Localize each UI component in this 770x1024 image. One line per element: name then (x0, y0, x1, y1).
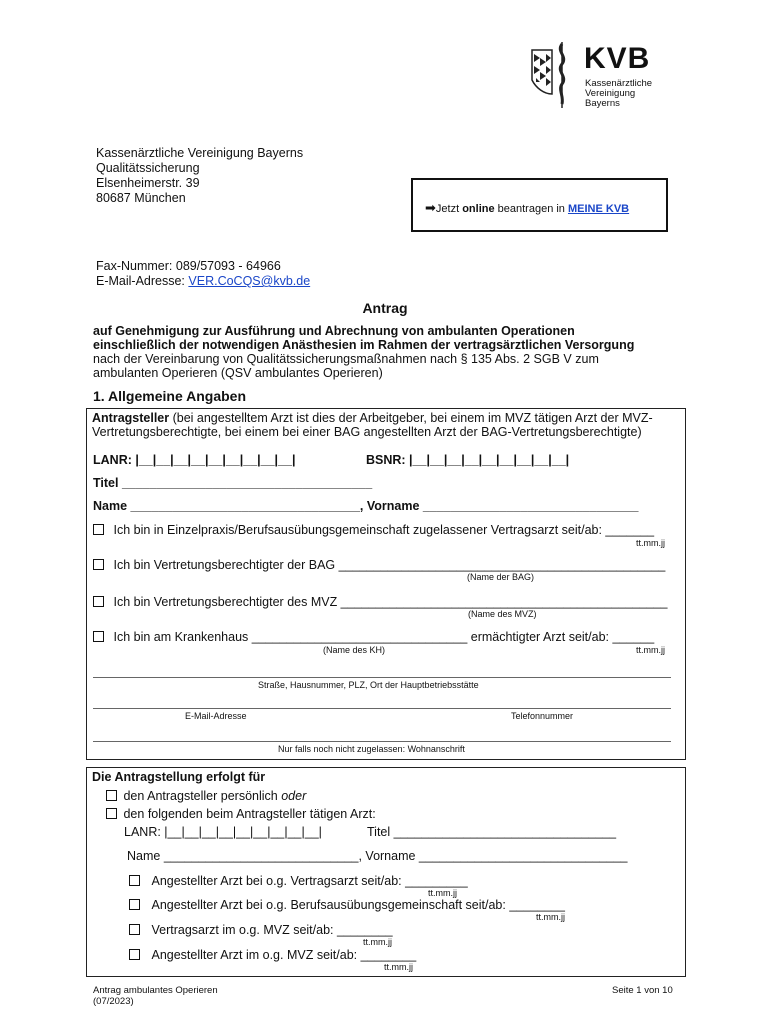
option-o3-caption: tt.mm.jj (363, 937, 392, 947)
option-o2-label: Angestellter Arzt bei o.g. Berufsausübungsgemeinschaft seit/ab: ________ (151, 898, 565, 912)
online-mid: beantragen in (494, 203, 568, 215)
checkbox-mvz[interactable] (93, 596, 104, 607)
logo-line-1: Kassenärztliche (585, 78, 653, 89)
option-krankenhaus-label: Ich bin am Krankenhaus _______________________________ ermächtigter Arzt seit/ab: ______ (113, 630, 655, 644)
online-bold: online (462, 203, 495, 215)
kvb-logo (528, 42, 668, 112)
option-krankenhaus (93, 630, 654, 644)
section-1-title: 1. Allgemeine Angaben (93, 388, 246, 404)
option-o3 (129, 923, 393, 937)
option-o4-caption: tt.mm.jj (384, 962, 413, 972)
applicant-label: Antragsteller (92, 411, 170, 425)
address-org: Kassenärztliche Vereinigung Bayerns (96, 146, 304, 160)
option-bag-caption: (Name der BAG) (467, 572, 535, 582)
home-address-line[interactable] (93, 741, 671, 742)
address-dept: Qualitätssicherung (96, 161, 200, 175)
checkbox-o3[interactable] (129, 924, 140, 935)
lanr-field[interactable]: LANR: |__|__|__|__|__|__|__|__|__| (93, 453, 296, 467)
option-o4-label: Angestellter Arzt im o.g. MVZ seit/ab: ________ (151, 948, 417, 962)
option-self-label: den Antragsteller persönlich (123, 789, 282, 803)
online-application-box (411, 178, 668, 232)
checkbox-o4[interactable] (129, 949, 140, 960)
option-o1 (129, 874, 468, 888)
checkbox-self[interactable] (106, 790, 117, 801)
option-o3-label: Vertragsarzt im o.g. MVZ seit/ab: ________ (151, 923, 393, 937)
bavaria-shield-icon (528, 42, 578, 108)
footer-page-number: Seite 1 von 10 (612, 985, 673, 996)
recipient-address (96, 146, 303, 206)
option-kh-date-caption: tt.mm.jj (636, 645, 665, 655)
option-einzelpraxis-label: Ich bin in Einzelpraxis/Berufsausübungsgemeinschaft zugelassener Vertragsarzt seit/ab: _______ (113, 523, 655, 537)
option-other-label: den folgenden beim Antragsteller tätigen Arzt: (123, 807, 376, 821)
address-line[interactable] (93, 677, 671, 678)
other-titel-field[interactable]: Titel ________________________________ (367, 825, 617, 839)
email-line (96, 274, 310, 288)
logo-line-2: Vereinigung (585, 88, 636, 99)
applicant-note: (bei angestelltem Arzt ist dies der Arbeitgeber, bei einem im MVZ tätigen Arzt der MVZ- (169, 411, 653, 425)
option-bag (93, 558, 665, 572)
fax-number: Fax-Nummer: 089/57093 - 64966 (96, 259, 281, 273)
name-field[interactable]: Name _________________________________, Vorname _______________________________ (93, 499, 639, 513)
option-o2 (129, 898, 565, 912)
phone-caption: Telefonnummer (511, 711, 574, 721)
checkbox-o2[interactable] (129, 899, 140, 910)
titel-field[interactable]: Titel ____________________________________ (93, 476, 373, 490)
online-box-text (425, 200, 629, 216)
logo-line-3: Bayerns (585, 98, 620, 109)
checkbox-bag[interactable] (93, 559, 104, 570)
meine-kvb-link[interactable]: MEINE KVB (567, 203, 630, 215)
heading-block (93, 324, 634, 380)
page-title: Antrag (362, 300, 408, 316)
heading-text-2: ambulanten Operieren (QSV ambulantes Operieren) (93, 366, 383, 380)
applicant-note-2: Vertretungsberechtigte, bei einem bei einer BAG angestellten Arzt der BAG-Vertretungsberechtigte) (92, 425, 642, 439)
checkbox-o1[interactable] (129, 875, 140, 886)
option-kh-caption: (Name des KH) (323, 645, 386, 655)
section-2-title: Die Antragstellung erfolgt für (92, 770, 266, 784)
option-o1-caption: tt.mm.jj (428, 888, 457, 898)
email-link[interactable]: VER.CoCQS@kvb.de (188, 274, 311, 288)
option-mvz (93, 595, 667, 609)
option-mvz-caption: (Name des MVZ) (468, 609, 537, 619)
option-other (106, 807, 376, 821)
email-phone-line[interactable] (93, 708, 671, 709)
option-mvz-label: Ich bin Vertretungsberechtigter des MVZ _______________________________________________ (113, 595, 668, 609)
online-pre: Jetzt (435, 203, 463, 215)
address-street: Elsenheimerstr. 39 (96, 176, 200, 190)
option-self-oder: oder (281, 789, 307, 803)
option-self (106, 789, 306, 803)
heading-sub-1: auf Genehmigung zur Ausführung und Abrechnung von ambulanten Operationen (93, 324, 575, 338)
bsnr-field[interactable]: BSNR: |__|__|__|__|__|__|__|__|__| (366, 453, 570, 467)
option-einzelpraxis-date-caption: tt.mm.jj (636, 538, 665, 548)
heading-text-1: nach der Vereinbarung von Qualitätssicherungsmaßnahmen nach § 135 Abs. 2 SGB V zum (93, 352, 599, 366)
checkbox-other[interactable] (106, 808, 117, 819)
option-o4 (129, 948, 416, 962)
option-einzelpraxis (93, 523, 654, 537)
option-o1-label: Angestellter Arzt bei o.g. Vertragsarzt seit/ab: _________ (151, 874, 468, 888)
heading-sub-2: einschließlich der notwendigen Anästhesien im Rahmen der vertragsärztlichen Versorgung (93, 338, 635, 352)
logo-acronym: KVB (584, 42, 651, 75)
footer-doc-version: (07/2023) (93, 996, 134, 1007)
address-caption: Straße, Hausnummer, PLZ, Ort der Hauptbetriebsstätte (258, 680, 479, 690)
footer-left (93, 985, 218, 1007)
arrow-right-icon: ➡ (425, 200, 436, 215)
applicant-description (92, 411, 682, 439)
checkbox-einzelpraxis[interactable] (93, 524, 104, 535)
option-bag-label: Ich bin Vertretungsberechtigter der BAG _______________________________________________ (113, 558, 666, 572)
address-city: 80687 München (96, 191, 186, 205)
email-label: E-Mail-Adresse: (96, 274, 189, 288)
option-o2-caption: tt.mm.jj (536, 912, 565, 922)
footer-doc-title: Antrag ambulantes Operieren (93, 985, 218, 996)
other-name-field[interactable]: Name ____________________________, Vorname ______________________________ (127, 849, 628, 863)
email-caption: E-Mail-Adresse (185, 711, 247, 721)
checkbox-krankenhaus[interactable] (93, 631, 104, 642)
home-address-caption: Nur falls noch nicht zugelassen: Wohnanschrift (278, 744, 465, 754)
other-lanr-field[interactable]: LANR: |__|__|__|__|__|__|__|__|__| (124, 825, 322, 839)
